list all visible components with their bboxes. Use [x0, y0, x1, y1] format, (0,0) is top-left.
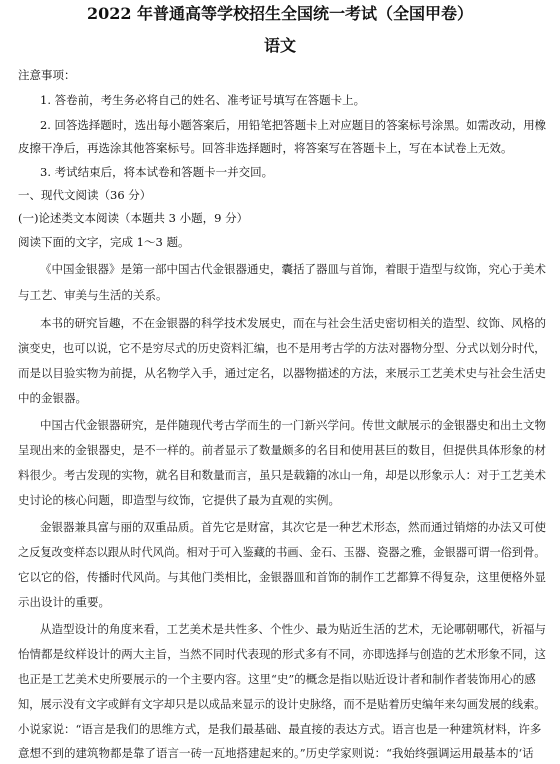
- passage-line: 料很少。考古发现的实物，就名目和数量而言，虽只是载籍的冰山一角，却是以形象示人：对于工艺美术: [18, 468, 546, 482]
- passage-line: 之反复改变样态以跟从时代风尚。相对于可入鉴藏的书画、金石、玉器、瓷器之雅，金银器可谓一俗到骨。: [18, 545, 546, 559]
- passage-line: 本书的研究旨趣，不在金银器的科学技术发展史，而在与社会生活史密切相关的造型、纹饰、风格的: [40, 316, 546, 330]
- passage-line: 也正是工艺美术史所要展示的一个主要内容。这里“史”的概念是指以贴近设计者和制作者装饰用心的感: [18, 672, 536, 686]
- notice-item: 3. 考试结束后，将本试卷和答题卡一并交回。: [40, 165, 274, 179]
- passage-line: 呈现出来的金银器史，是不一样的。前者显示了数量颇多的名目和使用甚巨的数目，但提供具体形象的材: [18, 443, 546, 457]
- passage-line: 它以它的俗，传播时代风尚。与其他门类相比，金银器皿和首饰的制作工艺都算不得复杂，这里便格外显: [18, 570, 546, 584]
- instruction: 阅读下面的文字，完成 1～3 题。: [18, 235, 190, 249]
- passage-line: 中国古代金银器研究，是伴随现代考古学而生的一门新兴学问。传世文献展示的金银器史和出土文物: [40, 418, 546, 432]
- passage-line: 中的金银器。: [18, 391, 87, 405]
- passage-line: 意想不到的建筑物都是靠了语言一砖一瓦地搭建起来的。”历史学家则说：“我始终强调运用最基本的‘话: [18, 746, 534, 760]
- exam-title: 2022 年普通高等学校招生全国统一考试（全国甲卷）: [86, 4, 474, 23]
- passage-line: 而是以目验实物为前提，从名物学入手，通过定名，以器物描述的方法，来展示工艺美术史与社会生活史: [18, 366, 546, 380]
- passage-line: 从造型设计的角度来看，工艺美术是共性多、个性少、最为贴近生活的艺术，无论哪朝哪代，祈福与: [40, 622, 546, 636]
- subject-title: 语文: [263, 36, 296, 55]
- passage-line: 怡情都是纹样设计的两大主旨，当然不同时代表现的形式多有不同，亦即选择与创造的艺术形象不同，这: [18, 647, 546, 661]
- passage-line: 史讨论的核心问题，即造型与纹饰，它提供了最为直观的实例。: [18, 493, 340, 507]
- passage-line: 金银器兼具富与丽的双重品质。首先它是财富，其次它是一种艺术形态，然而通过销熔的办法又可使: [40, 520, 546, 534]
- notice-item: 1. 答卷前，考生务必将自己的姓名、准考证号填写在答题卡上。: [40, 93, 366, 107]
- notice-item: 皮擦干净后，再选涂其他答案标号。回答非选择题时，将答案写在答题卡上，写在本试卷上无效。: [18, 141, 513, 155]
- passage-line: 《中国金银器》是第一部中国古代金银器通史，囊括了器皿与首饰，着眼于造型与纹饰，究心于美术: [40, 262, 546, 276]
- part-title: 一、现代文阅读（36 分）: [18, 188, 152, 202]
- sub-title: (一)论述类文本阅读（本题共 3 小题，9 分）: [18, 211, 249, 225]
- passage-line: 知，展示没有文字或鲜有文字却只是以成品来显示的设计史脉络，而不是贴着历史编年来勾画发展的线索。: [18, 697, 546, 711]
- notice-heading: 注意事项：: [18, 68, 76, 82]
- notice-item: 2. 回答选择题时，选出每小题答案后，用铅笔把答题卡上对应题目的答案标号涂黑。如需改动，用橡: [40, 118, 547, 132]
- passage-line: 小说家说：“语言是我们的思维方式，是我们最基础、最直接的表达方式。语言也是一种建筑材料，许多: [18, 722, 542, 736]
- passage-line: 演变史，也可以说，它不是穷尽式的历史资料汇编，也不是用考古学的方法对器物分型、分式以划分时代，: [18, 341, 546, 355]
- passage-line: 与工艺、审美与生活的关系。: [18, 288, 168, 302]
- passage-line: 示出设计的重要。: [18, 595, 110, 609]
